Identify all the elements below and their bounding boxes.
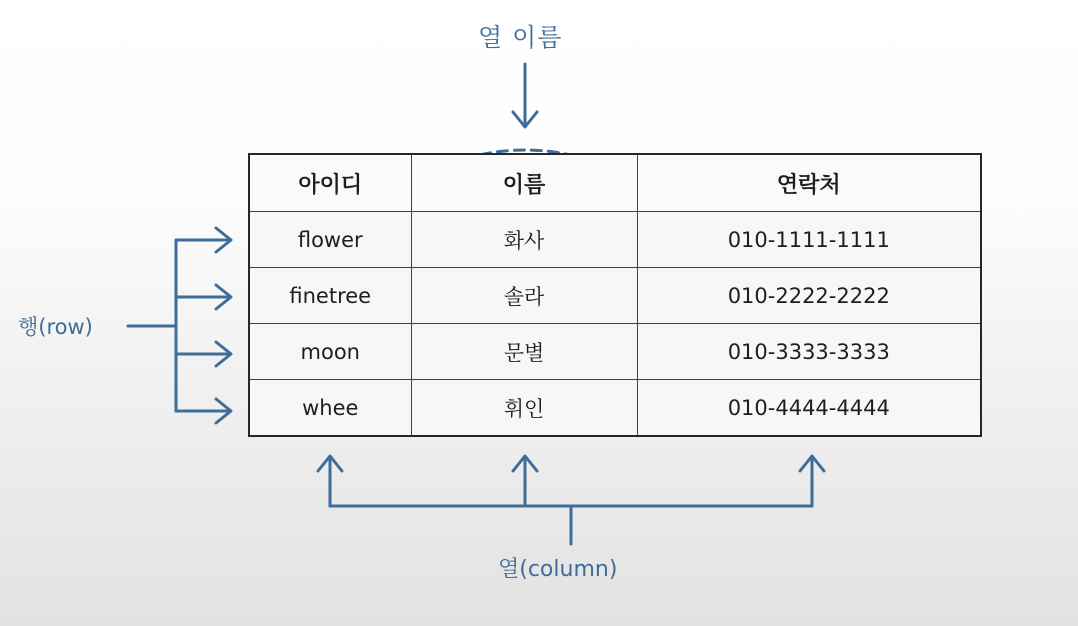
header-name: 이름 — [411, 154, 637, 212]
cell-contact: 010-4444-4444 — [637, 380, 981, 437]
cell-id: flower — [249, 212, 411, 268]
data-table — [248, 153, 982, 437]
column-label: 열(column) — [498, 557, 618, 582]
cell-name: 솔라 — [411, 268, 637, 324]
header-contact: 연락처 — [637, 154, 981, 212]
cell-contact: 010-3333-3333 — [637, 324, 981, 380]
header-row — [249, 154, 981, 212]
cell-contact: 010-2222-2222 — [637, 268, 981, 324]
table-row — [249, 268, 981, 324]
table-row — [249, 324, 981, 380]
cell-name: 문별 — [411, 324, 637, 380]
cell-id: whee — [249, 380, 411, 437]
cell-id: moon — [249, 324, 411, 380]
table-row — [249, 212, 981, 268]
cell-name: 휘인 — [411, 380, 637, 437]
table-row — [249, 380, 981, 437]
cell-contact: 010-1111-1111 — [637, 212, 981, 268]
header-id: 아이디 — [249, 154, 411, 212]
column-name-label: 열 이름 — [478, 23, 563, 52]
row-label: 행(row) — [18, 315, 93, 339]
cell-name: 화사 — [411, 212, 637, 268]
cell-id: finetree — [249, 268, 411, 324]
